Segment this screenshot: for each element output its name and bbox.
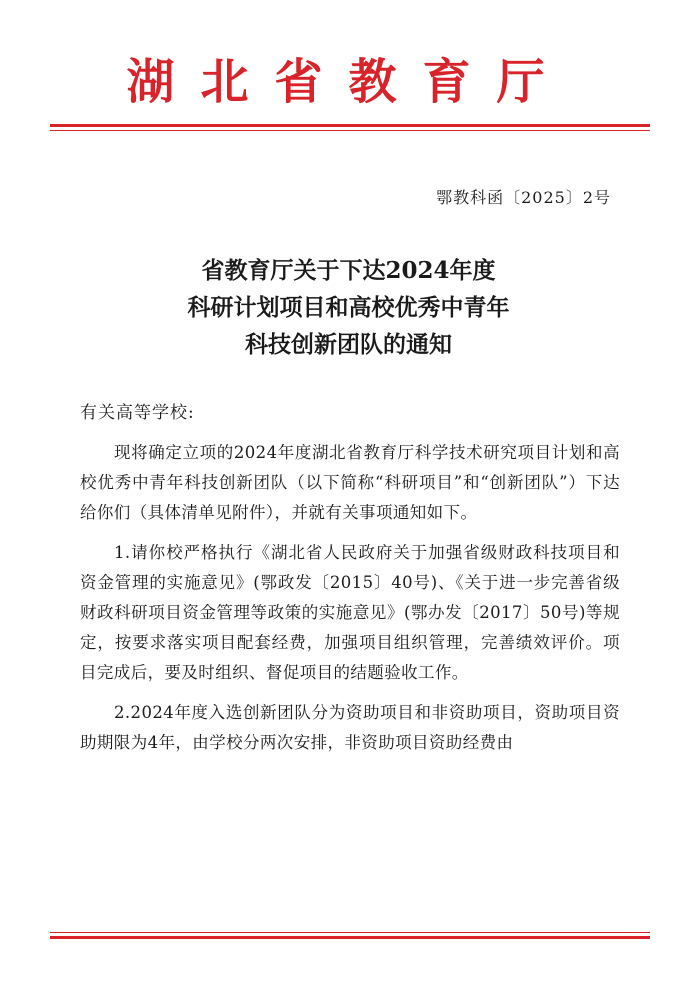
- paragraph-item-1: 1.请你校严格执行《湖北省人民政府关于加强省级财政科技项目和资金管理的实施意见》(鄂政发〔2015〕40号)、《关于进一步完善省级财政科研项目资金管理等政策的实施意见》(鄂办发〔2017〕50号)等规定，按要求落实项目配套经费，加强项目组织管理，完善绩效评价。项目完成后，要及时组织、督促项目的结题验收工作。: [80, 543, 620, 682]
- title-line-2: 科研计划项目和高校优秀中青年: [187, 294, 510, 321]
- document-number: 鄂教科函〔2025〕2号: [436, 188, 611, 207]
- header-rule-thin: [50, 130, 650, 131]
- paragraph-intro: 现将确定立项的2024年度湖北省教育厅科学技术研究项目计划和高校优秀中青年科技创新团队（以下简称“科研项目”和“创新团队”）下达给你们（具体清单见附件），并就有关事项通知如下。: [80, 443, 620, 522]
- document-body: [80, 438, 620, 768]
- title-line-1: 省教育厅关于下达2024年度: [201, 257, 496, 284]
- agency-header: 湖北省教育厅: [126, 54, 571, 110]
- footer-rule-thick: [50, 936, 650, 939]
- title-line-3: 科技创新团队的通知: [245, 331, 452, 358]
- header-rule-thick: [50, 124, 650, 127]
- document-title: [0, 252, 697, 363]
- salutation: 有关高等学校:: [80, 403, 195, 423]
- footer-rule-thin: [50, 932, 650, 933]
- paragraph-item-2: 2.2024年度入选创新团队分为资助项目和非资助项目，资助项目资助期限为4年，由学校分两次安排，非资助项目资助经费由: [80, 703, 620, 752]
